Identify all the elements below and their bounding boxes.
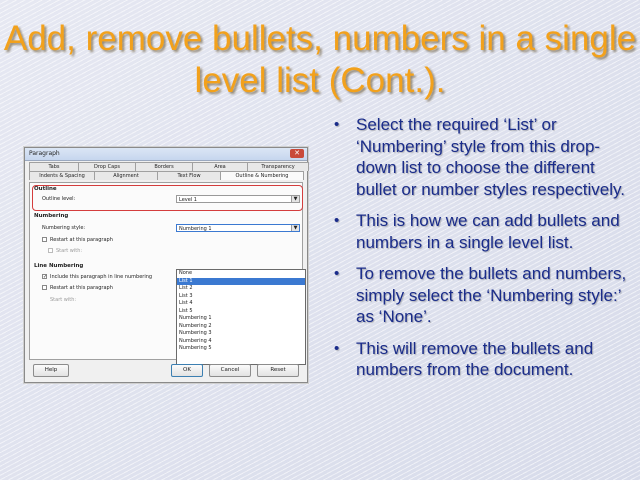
numbering-style-dropdown-list[interactable] xyxy=(176,269,306,365)
restart-checkbox-2[interactable] xyxy=(42,285,47,290)
bullet-text: To remove the bullets and numbers, simply select the ‘Numbering style:’ as ‘None’. xyxy=(356,264,627,326)
help-button[interactable] xyxy=(33,364,69,377)
chevron-down-icon[interactable]: ▼ xyxy=(291,196,299,202)
tab-text-flow[interactable]: Text Flow xyxy=(157,171,221,180)
dropdown-option-list-4[interactable]: List 4 xyxy=(179,300,193,306)
cancel-button[interactable]: Cancel xyxy=(209,364,251,377)
ok-button[interactable]: OK xyxy=(171,364,203,377)
include-line-numbering-label: Include this paragraph in line numbering xyxy=(50,274,153,280)
bullet-text: This is how we can add bullets and numbers in a single level list. xyxy=(356,211,620,252)
bullet-dot-icon: • xyxy=(334,116,340,133)
numbering-section-label: Numbering xyxy=(34,213,69,219)
bullet-text: Select the required ‘List’ or ‘Numbering’ style from this drop-down list to choose the different bullet or number styles respectively. xyxy=(356,115,625,199)
dropdown-option-numbering-3[interactable]: Numbering 3 xyxy=(179,330,212,336)
tab-borders[interactable]: Borders xyxy=(135,162,193,171)
bullet-item xyxy=(330,263,630,328)
close-icon[interactable]: ✕ xyxy=(290,149,304,158)
outline-level-dropdown[interactable] xyxy=(176,195,300,203)
outline-level-label: Outline level: xyxy=(42,196,76,202)
bullet-item xyxy=(330,114,630,200)
bullet-list xyxy=(330,114,630,391)
bullet-item xyxy=(330,338,630,381)
restart-label: Restart at this paragraph xyxy=(50,237,113,243)
include-line-numbering-checkbox[interactable]: ✓ xyxy=(43,274,48,280)
start-with-label: Start with: xyxy=(56,248,83,254)
dropdown-option-numbering-4[interactable]: Numbering 4 xyxy=(179,337,212,344)
bullet-dot-icon: • xyxy=(334,265,340,282)
start-with-label-2: Start with: xyxy=(50,297,77,303)
restart-checkbox[interactable] xyxy=(42,237,47,242)
tab-indents-spacing[interactable]: Indents & Spacing xyxy=(29,171,95,180)
numbering-style-value: Numbering 1 xyxy=(179,226,212,232)
bullet-dot-icon: • xyxy=(334,339,340,357)
dropdown-option-numbering-2[interactable]: Numbering 2 xyxy=(179,322,212,329)
start-with-checkbox[interactable] xyxy=(48,248,53,253)
paragraph-dialog xyxy=(24,147,308,383)
dropdown-option-numbering-5[interactable]: Numbering 5 xyxy=(179,345,212,351)
reset-button[interactable]: Reset xyxy=(257,364,299,377)
line-numbering-section-label: Line Numbering xyxy=(34,263,84,269)
bullet-dot-icon: • xyxy=(334,212,340,229)
slide-title: Add, remove bullets, numbers in a single level list (Cont.). xyxy=(3,19,637,100)
outline-section-label: Outline xyxy=(34,186,57,192)
tab-area[interactable]: Area xyxy=(192,162,248,171)
dropdown-option-list-2[interactable]: List 2 xyxy=(179,285,193,291)
bullet-text: This will remove the bullets and numbers from the document. xyxy=(356,338,594,379)
dialog-title: Paragraph xyxy=(29,150,60,157)
tab-tabs[interactable]: Tabs xyxy=(29,162,79,171)
bullet-item xyxy=(330,210,630,253)
tab-transparency[interactable]: Transparency xyxy=(247,162,309,171)
dialog-titlebar xyxy=(25,148,307,161)
dropdown-option-list-1[interactable]: List 1 xyxy=(177,278,305,286)
tab-drop-caps[interactable]: Drop Caps xyxy=(78,162,136,171)
dropdown-option-list-5[interactable]: List 5 xyxy=(179,307,193,314)
dropdown-option-numbering-1[interactable]: Numbering 1 xyxy=(179,315,212,321)
numbering-style-dropdown[interactable] xyxy=(176,224,300,232)
tab-row-2 xyxy=(29,171,303,180)
chevron-down-icon[interactable]: ▼ xyxy=(291,225,299,231)
dropdown-option-list-3[interactable]: List 3 xyxy=(179,292,193,299)
tab-outline-numbering[interactable]: Outline & Numbering xyxy=(220,171,304,180)
numbering-style-label: Numbering style: xyxy=(42,225,86,231)
tab-row-1 xyxy=(29,162,308,171)
tab-alignment[interactable]: Alignment xyxy=(94,171,158,180)
outline-numbering-panel xyxy=(29,182,303,360)
help-button-label: Help xyxy=(44,367,58,373)
restart-label-2: Restart at this paragraph xyxy=(50,285,113,291)
outline-level-value: Level 1 xyxy=(179,197,197,203)
dropdown-option-none[interactable]: None xyxy=(179,270,193,276)
